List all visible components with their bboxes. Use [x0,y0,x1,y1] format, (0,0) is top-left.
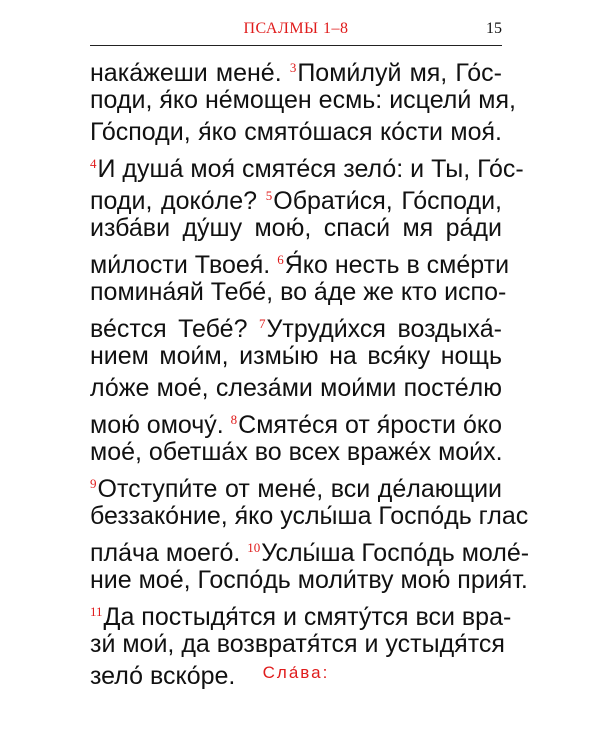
verse-number: 7 [259,316,266,331]
text-segment: Го́споди, я́ко смято́шася ко́сти моя́. [90,118,502,146]
psalm-text [90,52,530,692]
text-segment: ло́же мое́, слеза́ми мои́ми посте́лю [90,374,502,402]
text-segment: изба́ви ду́шу мою́, спаси́ мя ра́ди [90,214,502,242]
text-segment: Поми́луй мя, Го́с- [297,59,502,87]
text-line [90,500,529,532]
text-line [90,212,502,244]
text-segment: мое́, обетша́х во всех враже́х мои́х. [90,438,503,466]
text-segment: Я́ко несть в сме́рти [284,251,510,279]
verse-number: 6 [277,252,284,267]
verse-number: 4 [90,156,97,171]
text-line [90,116,502,148]
text-segment: ми́лости Твоея́. [90,251,278,279]
text-segment: нака́жеши мене́. [90,59,290,87]
text-segment: поди, я́ко не́мощен есмь: исцели́ мя, [90,86,516,114]
text-line [90,404,502,439]
text-segment: И душа́ моя́ смяте́ся зело́: и Ты, Го́с- [97,155,524,183]
text-segment: Да постыдя́тся и смяту́тся вси вра- [103,603,512,631]
text-segment: мою́ омочу́. [90,411,231,439]
text-line [90,84,516,116]
text-segment: зи́ мои́, да возвратя́тся и устыдя́тся [90,630,505,658]
verse-number: 3 [289,60,297,75]
running-header [90,20,502,42]
text-line [90,436,502,468]
text-line [90,180,503,215]
text-segment: ние мое́, Госпо́дь моли́тву мою́ прия́т. [90,566,528,594]
glory-rubric: Сла́ва: [262,663,330,682]
text-segment: ве́стся Тебе́? [90,315,259,343]
text-line [90,372,502,404]
header-rule [90,45,502,46]
text-segment: пла́ча моего́. [90,539,248,567]
verse-number: 9 [90,476,97,491]
text-line [90,308,502,343]
text-segment: Утруди́хся воздыха́- [266,315,502,343]
text-segment: Услы́ша Госпо́дь моле́- [261,539,530,567]
text-segment: Отступи́те от мене́, вси де́лающии [97,475,502,503]
text-segment: помина́яй Тебе́, во а́де же кто испо- [90,278,507,306]
text-line [90,52,502,87]
text-line [90,564,528,596]
text-segment: поди, доко́ле? [90,187,266,215]
text-line [90,244,510,279]
verse-number: 10 [247,540,261,555]
text-line [90,468,502,503]
text-segment: Смяте́ся от я́рости о́ко [238,411,502,439]
text-line [90,532,530,567]
text-line [90,148,524,183]
verse-number: 5 [265,188,273,203]
text-segment: зело́ вско́ре. [90,662,236,690]
text-segment: Обрати́ся, Го́споди, [273,187,503,215]
text-line [90,596,512,631]
text-line [90,276,507,308]
verse-number: 8 [230,412,238,427]
text-segment: беззако́ние, я́ко услы́ша Госпо́дь глас [90,502,529,530]
text-segment: нием мои́м, измы́ю на вся́ку нощь [90,342,502,370]
running-header-title: ПСАЛМЫ 1–8 [243,20,349,37]
page-number: 15 [486,20,502,37]
text-line [90,340,502,372]
verse-number: 11 [90,604,103,619]
text-line [90,628,505,660]
